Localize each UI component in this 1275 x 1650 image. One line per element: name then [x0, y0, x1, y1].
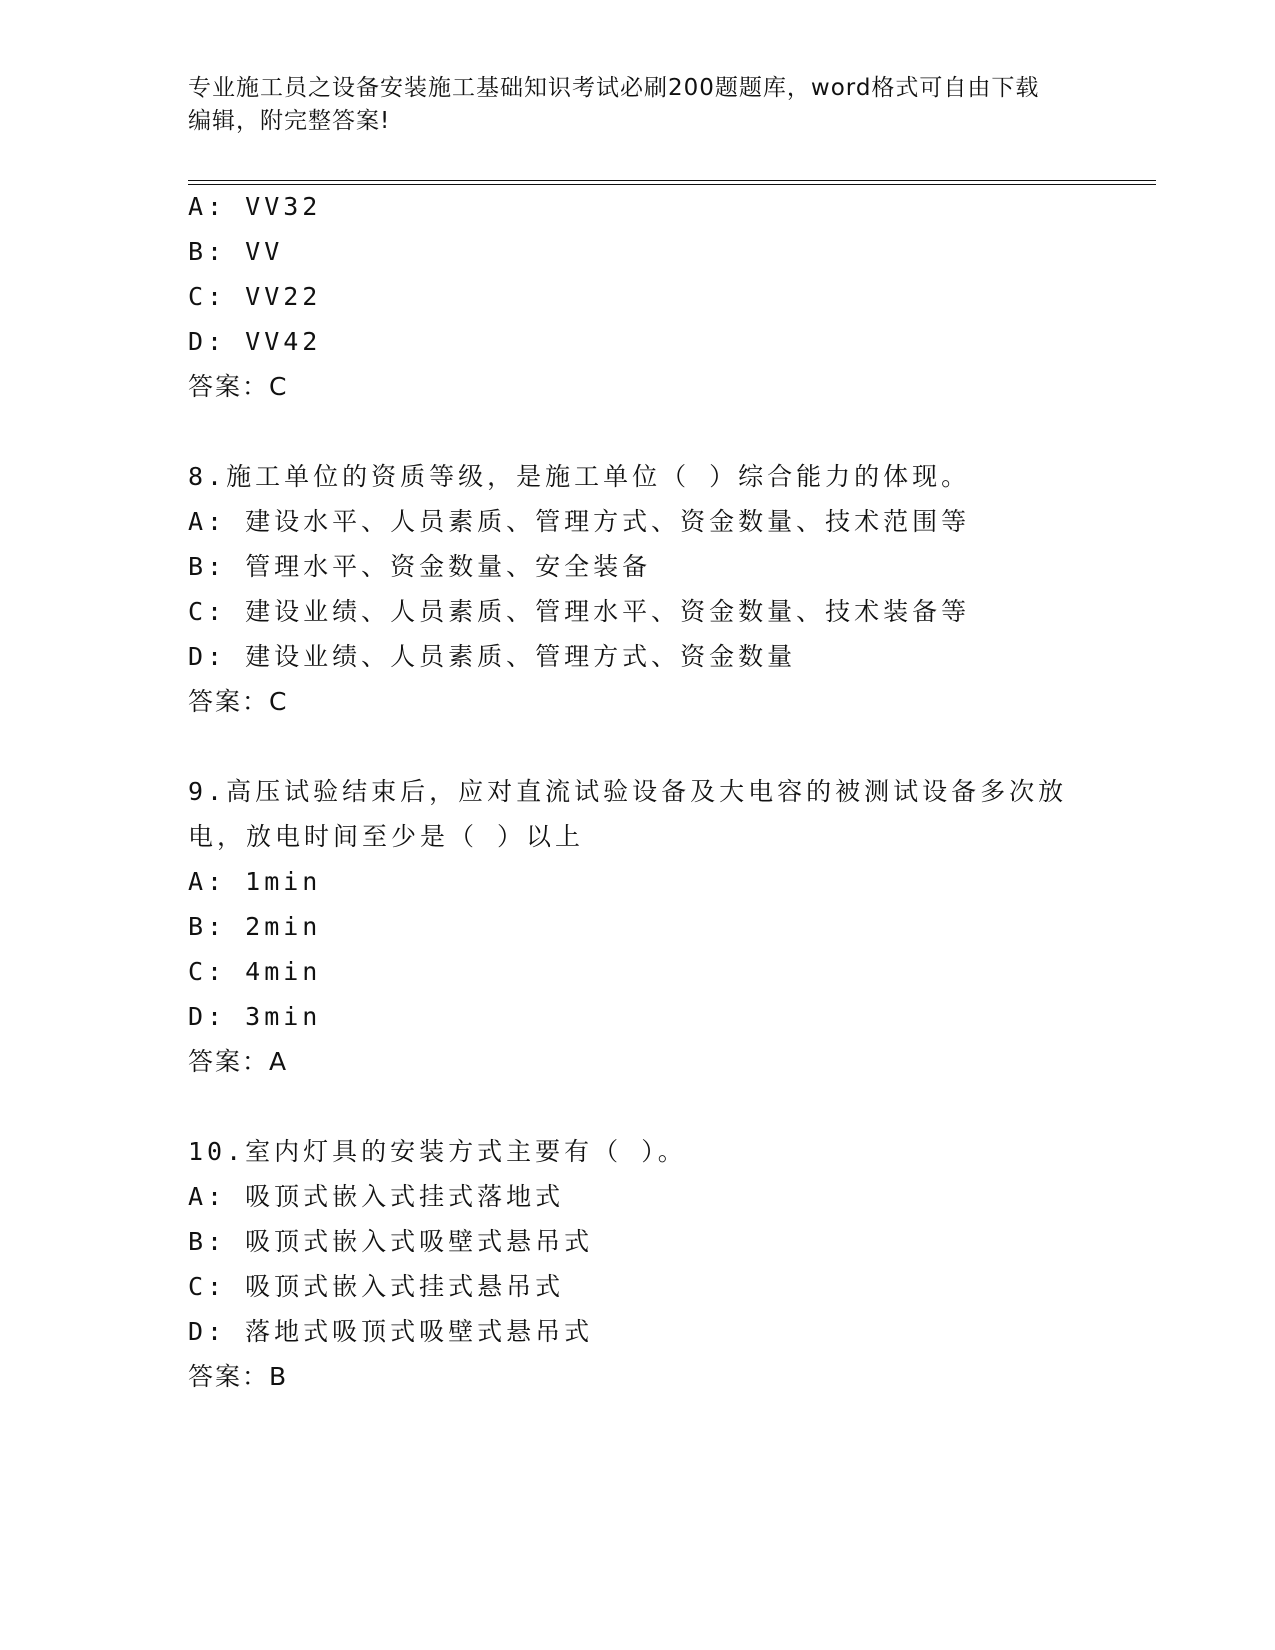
q10-option-c: C: 吸顶式嵌入式挂式悬吊式	[188, 1272, 565, 1301]
q7-option-b: B: VV	[188, 237, 284, 266]
q8-answer: 答案：C	[188, 687, 289, 716]
q8-option-d: D: 建设业绩、人员素质、管理方式、资金数量	[188, 642, 797, 671]
header-title-line-2: 编辑，附完整答案!	[188, 108, 391, 134]
q9-question-line-1: 9.高压试验结束后，应对直流试验设备及大电容的被测试设备多次放	[188, 777, 1068, 806]
q9-option-c: C: 4min	[188, 957, 322, 986]
q9-answer: 答案：A	[188, 1047, 289, 1076]
header-divider-bottom	[188, 184, 1156, 185]
q10-answer: 答案：B	[188, 1362, 289, 1391]
q7-option-a: A: VV32	[188, 192, 322, 221]
document-header	[188, 72, 1088, 138]
q7-option-c: C: VV22	[188, 282, 322, 311]
q9-question-line-2: 电，放电时间至少是（ ）以上	[188, 822, 585, 851]
q7-answer: 答案：C	[188, 372, 289, 401]
q7-option-d: D: VV42	[188, 327, 322, 356]
q9-option-b: B: 2min	[188, 912, 322, 941]
q10-question: 10.室内灯具的安装方式主要有（ ）。	[188, 1137, 687, 1166]
q10-option-d: D: 落地式吸顶式吸壁式悬吊式	[188, 1317, 594, 1346]
q10-option-b: B: 吸顶式嵌入式吸壁式悬吊式	[188, 1227, 594, 1256]
q9-option-a: A: 1min	[188, 867, 322, 896]
header-divider-top	[188, 180, 1156, 181]
q10-option-a: A: 吸顶式嵌入式挂式落地式	[188, 1182, 565, 1211]
q9-option-d: D: 3min	[188, 1002, 322, 1031]
header-title-line-1: 专业施工员之设备安装施工基础知识考试必刷200题题库，word格式可自由下载	[188, 75, 1040, 101]
q8-option-a: A: 建设水平、人员素质、管理方式、资金数量、技术范围等	[188, 507, 971, 536]
q8-option-c: C: 建设业绩、人员素质、管理水平、资金数量、技术装备等	[188, 597, 971, 626]
q8-question: 8.施工单位的资质等级，是施工单位（ ）综合能力的体现。	[188, 462, 971, 491]
q8-option-b: B: 管理水平、资金数量、安全装备	[188, 552, 652, 581]
